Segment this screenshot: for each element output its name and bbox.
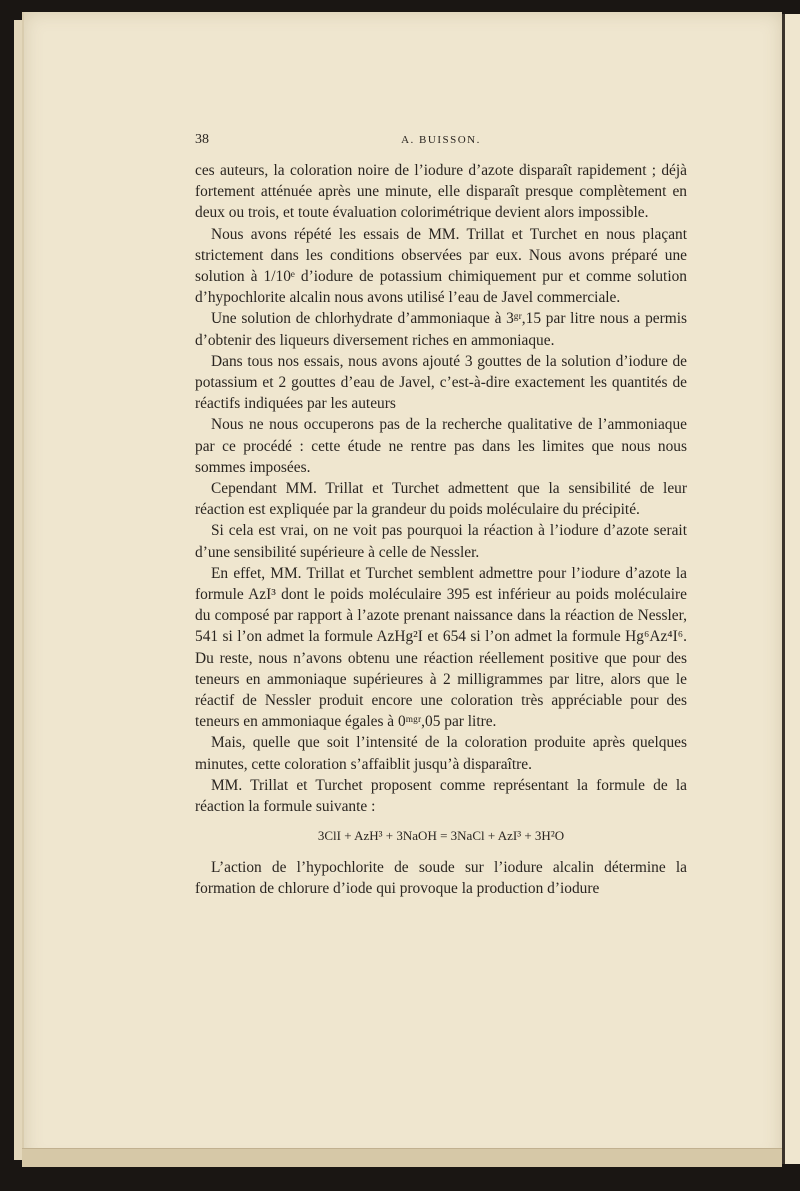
- page-bottom-edge: [22, 1148, 782, 1167]
- chemical-formula: 3ClI + AzH³ + 3NaOH = 3NaCl + AzI³ + 3H²O: [317, 828, 565, 844]
- paragraph: Mais, quelle que soit l’intensité de la coloration produite après quelques minutes, cette coloration s’affaiblit jusqu’à disparaître.: [195, 734, 687, 773]
- paragraph: Une solution de chlorhydrate d’ammoniaque à 3ᵍʳ,15 par litre nous a permis d’obtenir des liqueurs diversement riches en ammoniaque.: [195, 310, 687, 349]
- page-header: [195, 132, 687, 152]
- paragraph: Si cela est vrai, on ne voit pas pourquoi la réaction à l’iodure d’azote serait d’une sensibilité supérieure à celle de Nessler.: [195, 522, 687, 561]
- running-head: A. BUISSON.: [401, 134, 481, 146]
- paragraph: Dans tous nos essais, nous avons ajouté 3 gouttes de la solution d’iodure de potassium et 2 gouttes d’eau de Javel, c’est-à-dire exactement les quantités de réactifs indiquées par les auteurs: [195, 352, 687, 413]
- paragraph: Nous avons répété les essais de MM. Trillat et Turchet en nous plaçant strictement dans les conditions observées par eux. Nous avons préparé une solution à 1/10ᵉ d’iodure de potassium chimiquement pur et comme solution d’hypochlorite alcalin nous avons utilisé l’eau de Javel commerciale.: [195, 225, 687, 307]
- paragraph: Cependant MM. Trillat et Turchet admettent que la sensibilité de leur réaction est expliquée par la grandeur du poids moléculaire du précipité.: [195, 480, 687, 519]
- paragraph: ces auteurs, la coloration noire de l’iodure d’azote disparaît rapidement ; déjà fortement atténuée après une minute, elle disparaît presque complètement en deux ou trois, et toute évaluation colorimétrique devient alors impossible.: [195, 162, 687, 222]
- paragraph: MM. Trillat et Turchet proposent comme représentant la formule de la réaction la formule suivante :: [195, 776, 687, 816]
- page-number: 38: [195, 132, 209, 147]
- paragraph: L’action de l’hypochlorite de soude sur l’iodure alcalin détermine la formation de chlorure d’iode qui provoque la production d’iodure: [195, 858, 687, 897]
- paragraph: En effet, MM. Trillat et Turchet semblent admettre pour l’iodure d’azote la formule AzI³ dont le poids moléculaire 395 est inférieur au poids moléculaire du composé par rapport à l’azote prenant naissance dans la réaction de Nessler, 541 si l’on admet la formule AzHg²I et 654 si l’on admet la formule Hg⁶Az⁴I⁶. Du reste, nous n’avons obtenu une réaction réellement positive que pour des teneurs en ammoniaque supérieures à 2 milligrammes par litre, alors que le réactif de Nessler produit encore une coloration très appréciable pour des teneurs en ammoniaque égales à 0ᵐᵍʳ,05 par litre.: [195, 564, 687, 731]
- body-text: [195, 160, 687, 899]
- paragraph: Nous ne nous occuperons pas de la recherche qualitative de l’ammoniaque par ce procédé : cette étude ne rentre pas dans les limites que nous nous sommes imposées.: [195, 416, 687, 476]
- facing-page-edge: [782, 14, 800, 1164]
